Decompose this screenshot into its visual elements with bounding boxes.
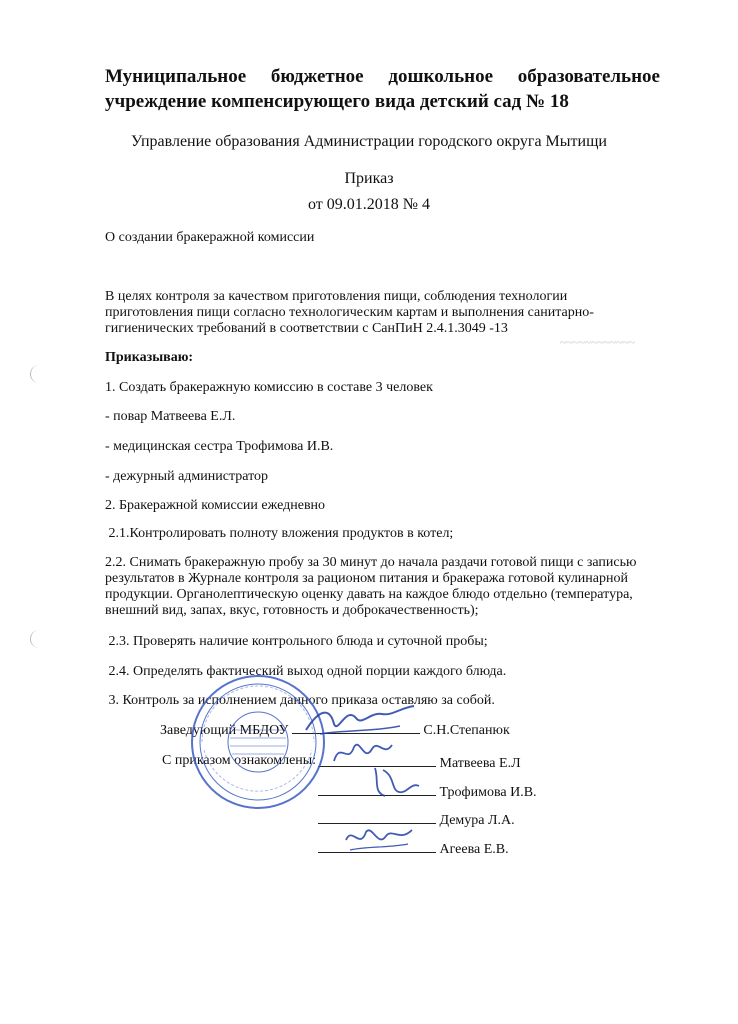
preamble-line: В целях контроля за качеством приготовления пищи, соблюдения технологии bbox=[105, 289, 568, 304]
member-2: - медицинская сестра Трофимова И.В. bbox=[105, 439, 334, 454]
item-1: 1. Создать бракеражную комиссию в составе 3 человек bbox=[105, 380, 433, 395]
margin-mark bbox=[30, 365, 43, 383]
margin-mark bbox=[30, 630, 43, 648]
item-2-2: 2.2. Снимать бракеражную пробу за 30 минут до начала раздачи готовой пищи с записью результатов в Журнале контроля за рационом питания и бракеража готовой кулинарной продукции. Органолептическую оценку давать на каждое блюдо отдельно (температура, внешний вид, запах, вкус, готовность и доброкачественность); bbox=[105, 555, 637, 618]
head-signature-icon bbox=[300, 700, 420, 740]
signature-icon bbox=[365, 762, 425, 802]
member-3: - дежурный администратор bbox=[105, 469, 269, 484]
bleed-through-mark: ~~~~~~~~~~~~ bbox=[560, 335, 635, 349]
head-label: Заведующий МБДОУ bbox=[160, 723, 289, 738]
authority-name: Управление образования Администрации городского округа Мытищи bbox=[131, 133, 607, 150]
acknowledgement-label: С приказом ознакомлены: bbox=[162, 753, 317, 768]
ack-name: Матвеева Е.Л bbox=[439, 756, 521, 771]
head-name: С.Н.Степанюк bbox=[423, 723, 510, 738]
organization-title-line1: Муниципальное бюджетное дошкольное образовательное bbox=[105, 66, 660, 87]
order-date-number: от 09.01.2018 № 4 bbox=[307, 196, 431, 213]
order-subject: О создании бракеражной комиссии bbox=[105, 230, 315, 245]
ack-row bbox=[318, 782, 537, 801]
item-2: 2. Бракеражной комиссии ежедневно bbox=[105, 498, 326, 513]
preamble-line: приготовления пищи согласно технологическим картам и выполнения санитарно- bbox=[105, 305, 594, 320]
item-2-1: 2.1.Контролировать полноту вложения продуктов в котел; bbox=[105, 526, 454, 541]
decree-word: Приказываю: bbox=[105, 350, 194, 365]
preamble-line: гигиенических требований в соответствии с СанПиН 2.4.1.3049 -13 bbox=[105, 321, 508, 336]
document-type: Приказ bbox=[344, 170, 394, 187]
item-2-3: 2.3. Проверять наличие контрольного блюда и суточной пробы; bbox=[105, 634, 488, 649]
official-stamp bbox=[188, 672, 328, 812]
ack-name: Демура Л.А. bbox=[439, 813, 515, 828]
ack-name: Агеева Е.В. bbox=[439, 842, 509, 857]
preamble bbox=[105, 289, 594, 337]
organization-title bbox=[105, 64, 660, 114]
item-3: 3. Контроль за исполнением данного приказа оставляю за собой. bbox=[105, 693, 495, 708]
organization-title-line2: учреждение компенсирующего вида детский сад № 18 bbox=[105, 91, 569, 112]
item-2-4: 2.4. Определять фактический выход одной порции каждого блюда. bbox=[105, 664, 507, 679]
member-1: - повар Матвеева Е.Л. bbox=[105, 409, 236, 424]
ack-name: Трофимова И.В. bbox=[439, 785, 537, 800]
signature-icon bbox=[338, 820, 418, 856]
